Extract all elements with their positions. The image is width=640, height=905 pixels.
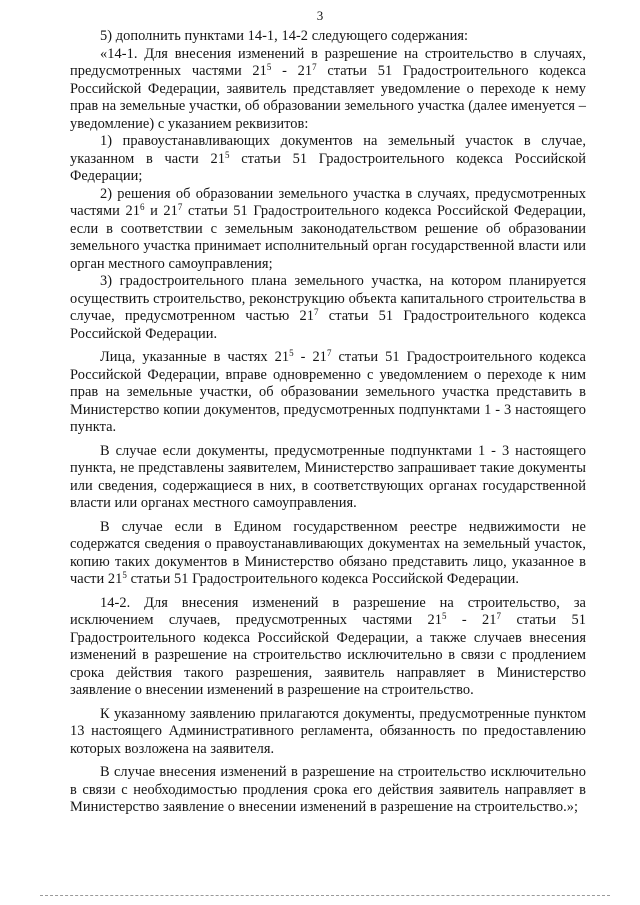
- superscript: 7: [312, 62, 317, 72]
- page-bottom-border: [40, 895, 610, 896]
- paragraph-14-2: 14-2. Для внесения изменений в разрешение на строительство, за исключением случаев, предусмотренных частями $21^5 - 21^7$ статьи 51 Градостроительного кодекса Российской Федерации, а также случаев внесения изменений в разрешение на строительство исключительно в связи с продлением срока действия такого разрешения, заявитель направляет в Министерство заявление о внесении изменений в разрешение на строительство.: [70, 594, 586, 698]
- paragraph-attachments: К указанному заявлению прилагаются документы, предусмотренные пунктом 13 настоящего Административного регламента, обязанность по предоставлению которых возложена на заявителя.: [70, 705, 586, 757]
- superscript: 5: [122, 570, 127, 580]
- paragraph-registry: В случае если в Едином государственном реестре недвижимости не содержатся сведения о правоустанавливающих документах на земельный участок, копию таких документов в Министерство обязано представить лицо, указанное в части $21^5$ статьи 51 Градостроительного кодекса Российской Федерации.: [70, 518, 586, 587]
- paragraph-amendment-intro: 5) дополнить пунктами 14-1, 14-2 следующего содержания:: [100, 28, 469, 44]
- paragraph-item-3: 3) градостроительного плана земельного участка, на котором планируется осуществить строительство, реконструкцию объекта капитального строительства в случае, предусмотренном частью $21^7$ статьи 51 Градостроительного кодекса Российской Федерации.: [70, 273, 586, 342]
- paragraph-item-1: 1) правоустанавливающих документов на земельный участок в случае, указанном в части $21^5$ статьи 51 Градостроительного кодекса Российской Федерации;: [70, 133, 587, 184]
- superscript: 7: [314, 307, 319, 317]
- superscript: 5: [289, 348, 294, 358]
- superscript: 7: [177, 202, 183, 212]
- superscript: 7: [496, 611, 502, 621]
- superscript: 5: [441, 611, 447, 621]
- superscript: 5: [224, 149, 230, 160]
- superscript: 6: [139, 202, 145, 212]
- paragraph-documents-not-submitted: В случае если документы, предусмотренные подпунктами 1 - 3 настоящего пункта, не представлены заявителем, Министерство запрашивает такие документы или сведения, содержащиеся в них, в соответствующих органах государственной власти или органах местного самоуправления.: [70, 442, 586, 511]
- paragraph-extension: В случае внесения изменений в разрешение на строительство исключительно в связи с необходимостью продления срока его действия заявитель направляет в Министерство заявление о внесении изменений в разрешение на строительство.»;: [70, 764, 586, 815]
- superscript: 5: [266, 62, 272, 72]
- page-number: 3: [316, 8, 324, 23]
- paragraph-persons: Лица, указанные в частях $21^5 - 21^7$ статьи 51 Градостроительного кодекса Российской Федерации, вправе одновременно с уведомлением о переходе к ним прав на земельные участки, об образовании земельного участка представить в Министерство копии документов, предусмотренных подпунктами 1 - 3 настоящего пункта.: [70, 348, 586, 435]
- paragraph-14-1: «14-1. Для внесения изменений в разрешение на строительство в случаях, предусмотренных частями $21^5 - 21^7$ статьи 51 Градостроительного кодекса Российской Федерации, заявитель представляет уведомление о переходе к нему прав на земельные участки, об образовании земельного участка (далее именуется – уведомление) с указанием реквизитов:: [70, 45, 586, 132]
- document-body: [70, 28, 586, 817]
- superscript: 7: [326, 348, 332, 358]
- paragraph-item-2: 2) решения об образовании земельного участка в случаях, предусмотренных частями $21^6$ и $21^7$ статьи 51 Градостроительного кодекса Российской Федерации, если в соответствии с земельным законодательством решение об образовании земельного участка принимает исполнительный орган государственной власти или орган местного самоуправления;: [70, 185, 586, 272]
